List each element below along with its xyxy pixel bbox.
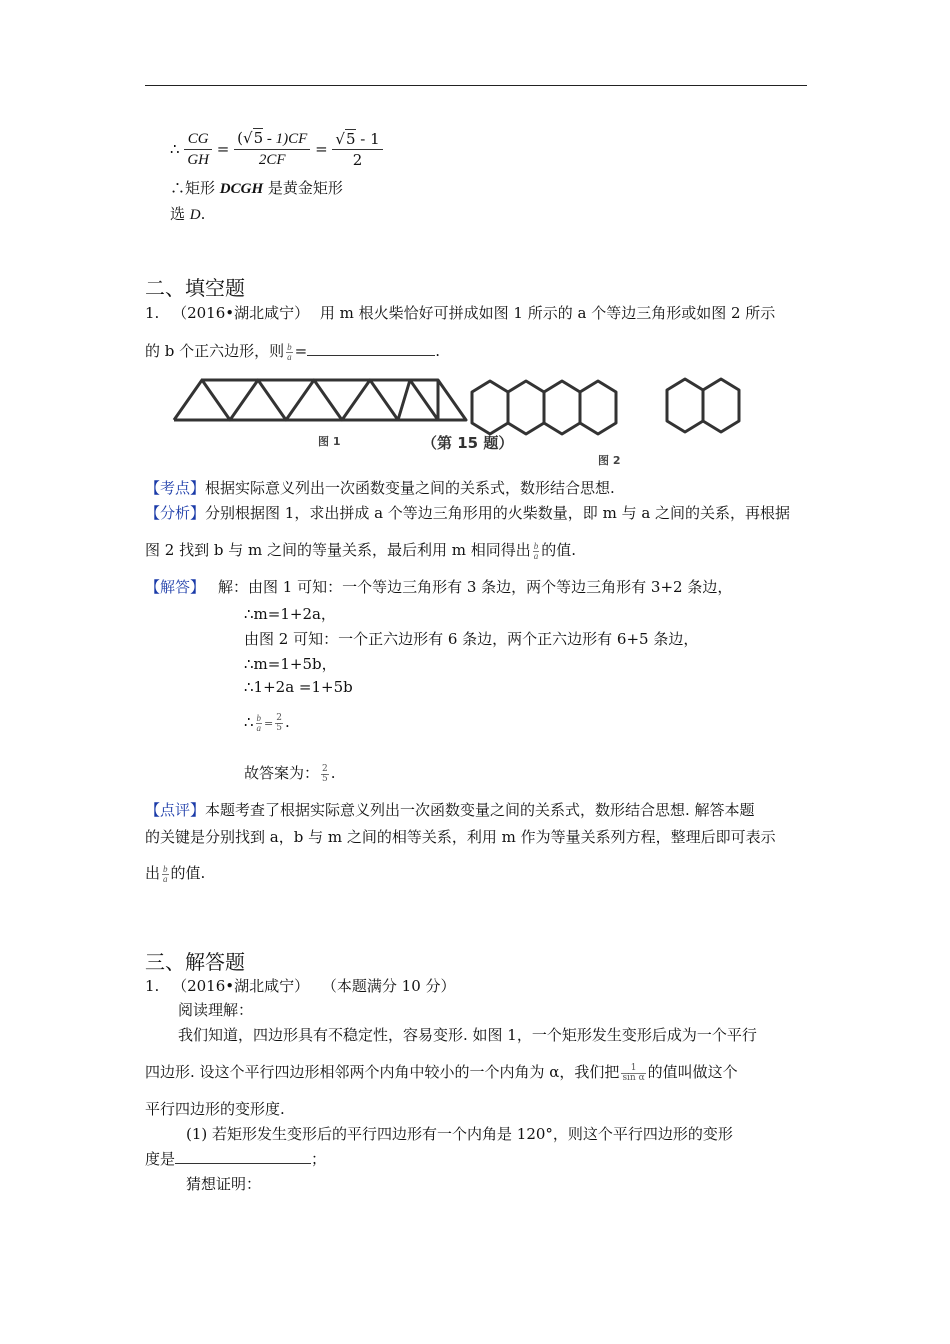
jieda-tag: 【解答】: [145, 578, 206, 596]
kaodian-tag: 【考点】: [145, 479, 206, 497]
dianping-line2: 的关键是分别找到 a，b 与 m 之间的相等关系，利用 m 作为等量关系列方程，整理后即可表示: [145, 828, 776, 846]
figure-label-2: 图 2: [598, 454, 621, 467]
fraction-2-over-5: $\frac{2}{5}$: [276, 712, 282, 733]
jieda-line-4: ∴m=1+5b，: [244, 655, 337, 673]
fraction-b-over-a: $\frac{b}{a}$: [533, 540, 539, 561]
sub-question-1-line2: 度是 ；: [145, 1150, 327, 1168]
golden-rectangle-conclusion: ∴矩形 DCGH 是黄金矩形: [170, 179, 343, 197]
figure-label-1: 图 1: [318, 435, 341, 448]
fraction-cg-gh: $\frac{CG}{GH}$: [184, 129, 212, 170]
fraction-1-over-sin-alpha: $\frac{1}{\text{sin α}}$: [622, 1062, 645, 1083]
reading-paragraph-line1: 我们知道，四边形具有不稳定性，容易变形. 如图 1，一个矩形发生变形后成为一个平行: [178, 1026, 757, 1044]
dianping-line3: 出 $\frac{b}{a}$ 的值.: [145, 863, 206, 884]
final-answer-line: 故答案为： $\frac{2}{5}$ .: [244, 763, 336, 784]
dianping-line1: 【点评】本题考查了根据实际意义列出一次函数变量之间的关系式，数形结合思想. 解答本题: [145, 801, 755, 819]
fenxi-line2: 图 2 找到 b 与 m 之间的等量关系，最后利用 m 相同得出 $\frac{b}{a}$ 的值.: [145, 540, 577, 561]
therefore-symbol: ∴: [170, 140, 180, 158]
reading-paragraph-line2: 四边形. 设这个平行四边形相邻两个内角中较小的一个内角为 α，我们把 $\frac{1}{\text{sin α}}$ 的值叫做这个: [145, 1062, 738, 1083]
question-text-line2: 的 b 个正六边形，则 $\frac{b}{a}$ = .: [145, 341, 440, 362]
hexagon-row-two: [667, 379, 739, 432]
section3-question-header: 1. （2016•湖北咸宁） （本题满分 10 分）: [145, 977, 456, 995]
jieda-ratio-line: ∴ $\frac{b}{a}$ = $\frac{2}{5}$ .: [244, 712, 290, 733]
fraction-b-over-a: $\frac{b}{a}$: [163, 863, 168, 884]
triangle-strip: [174, 380, 466, 420]
answer-blank[interactable]: [175, 1149, 311, 1164]
fraction-2-over-5: $\frac{2}{5}$: [322, 763, 328, 784]
matchstick-figure: [170, 372, 770, 472]
figure-caption: （第 15 题）: [422, 434, 514, 452]
section-heading-solution: 三、解答题: [145, 950, 245, 974]
jieda-line-3: 由图 2 可知：一个正六边形有 6 条边，两个正六边形有 6+5 条边，: [244, 630, 699, 648]
fenxi-line1: 【分析】分别根据图 1，求出拼成 a 个等边三角形用的火柴数量，即 m 与 a 之间的关系，再根据: [145, 504, 791, 522]
section-heading-fill-in: 二、填空题: [145, 276, 245, 300]
fraction-sqrt5-2: $\frac{√5 - 1}{2}$: [332, 129, 382, 170]
fraction-b-over-a: $\frac{b}{a}$: [287, 341, 292, 362]
question-text-line1: 1. （2016•湖北咸宁） 用 m 根火柴恰好可拼成如图 1 所示的 a 个等边三角形或如图 2 所示: [145, 304, 776, 322]
header-rule: [145, 85, 807, 86]
golden-ratio-equation: ∴ $\frac{CG}{GH}$ = $\frac{(√5 - 1)CF}{2CF}$ = $\frac{√5 - 1}{2}$: [170, 128, 383, 170]
answer-blank[interactable]: [307, 341, 435, 356]
sub-question-1-line1: (1) 若矩形发生变形后的平行四边形有一个内角是 120°，则这个平行四边形的变形: [186, 1125, 733, 1143]
jieda-line-1: 解：由图 1 可知：一个等边三角形有 3 条边，两个等边三角形有 3+2 条边，: [218, 578, 733, 596]
answer-choice-line: 选 D.: [170, 205, 206, 223]
fenxi-tag: 【分析】: [145, 504, 206, 522]
dianping-tag: 【点评】: [145, 801, 206, 819]
jieda-line-2: ∴m=1+2a，: [244, 605, 336, 623]
hexagon-row-four: [472, 381, 616, 434]
guess-proof-label: 猜想证明：: [186, 1175, 262, 1193]
jieda-line-5: ∴1+2a =1+5b: [244, 678, 353, 696]
fraction-sqrt5-cf: $\frac{(√5 - 1)CF}{2CF}$: [234, 128, 310, 170]
fraction-b-over-a: $\frac{b}{a}$: [256, 712, 262, 733]
reading-paragraph-line3: 平行四边形的变形度.: [145, 1100, 285, 1118]
kaodian-line: 【考点】根据实际意义列出一次函数变量之间的关系式，数形结合思想.: [145, 479, 615, 497]
reading-label: 阅读理解：: [178, 1001, 254, 1019]
